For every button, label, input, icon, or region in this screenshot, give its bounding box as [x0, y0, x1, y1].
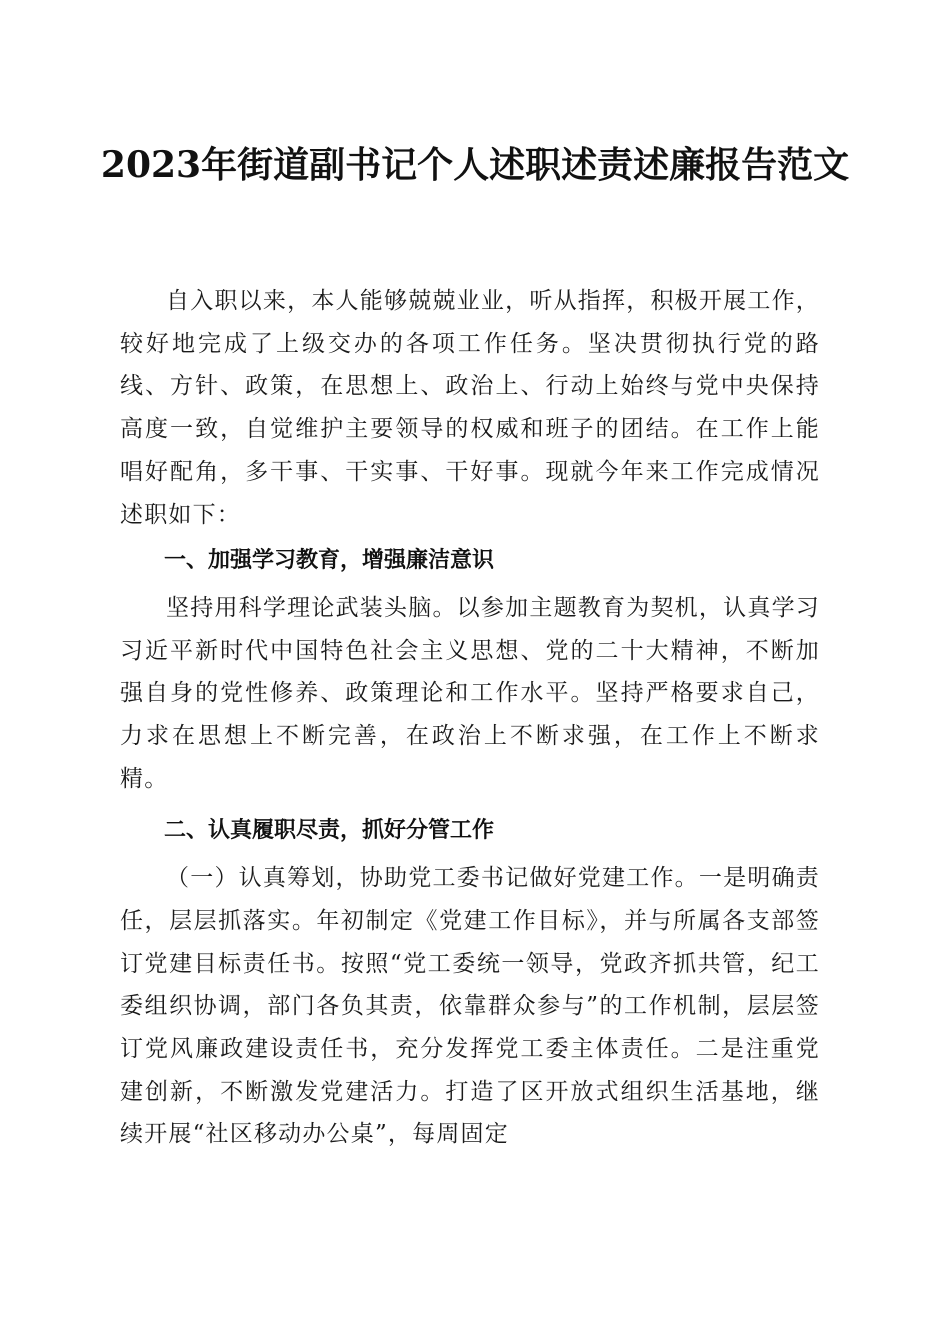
- section-heading-2: 二、认真履职尽责，抓好分管工作: [164, 818, 495, 844]
- document-title: 2023年街道副书记个人述职述责述廉报告范文: [100, 144, 850, 186]
- intro-paragraph: 自入职以来，本人能够兢兢业业，听从指挥，积极开展工作，较好地完成了上级交办的各项工作任务。坚决贯彻执行党的路线、方针、政策，在思想上、政治上、行动上始终与党中央保持高度一致，自觉维护主要领导的权威和班子的团结。在工作上能唱好配角，多干事、干实事、干好事。现就今年来工作完成情况述职如下：: [120, 288, 820, 528]
- section-1-paragraph: 坚持用科学理论武装头脑。以参加主题教育为契机，认真学习习近平新时代中国特色社会主义思想、党的二十大精神，不断加强自身的党性修养、政策理论和工作水平。坚持严格要求自己，力求在思想上不断完善，在政治上不断求强，在工作上不断求精。: [120, 594, 820, 792]
- section-heading-1: 一、加强学习教育，增强廉洁意识: [164, 548, 495, 574]
- section-2-paragraph: （一）认真筹划，协助党工委书记做好党建工作。一是明确责任，层层抓落实。年初制定《党建工作目标》，并与所属各支部签订党建目标责任书。按照“党工委统一领导，党政齐抓共管，纪工委组织协调，部门各负其责，依靠群众参与”的工作机制，层层签订党风廉政建设责任书，充分发挥党工委主体责任。二是注重党建创新，不断激发党建活力。打造了区开放式组织生活基地，继续开展“社区移动办公桌”，每周固定: [120, 865, 820, 1148]
- document-body: [120, 280, 820, 1156]
